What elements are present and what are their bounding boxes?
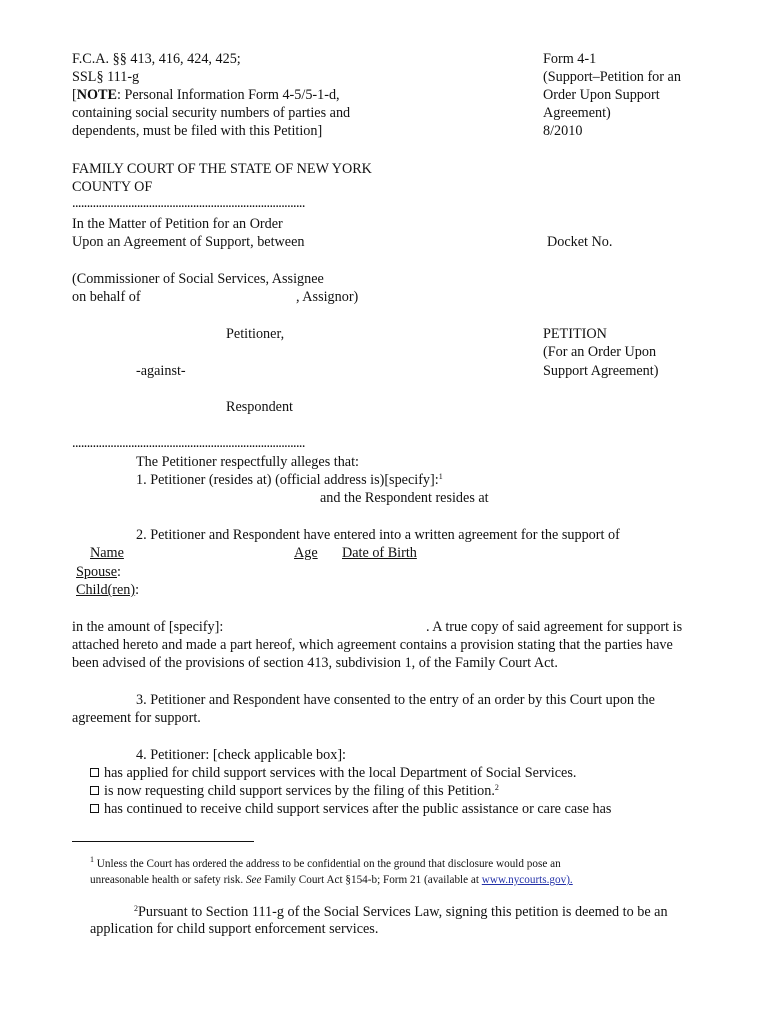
option-applied: has applied for child support services with the local Department of Social Services.: [90, 764, 576, 782]
checkbox-requesting[interactable]: [90, 786, 99, 795]
footnote-separator: [72, 841, 254, 842]
form-title-3: Agreement): [543, 105, 611, 121]
column-date-of-birth: Date of Birth: [342, 545, 417, 561]
commissioner-line-2-b: , Assignor): [296, 289, 359, 305]
note-text: Personal Information Form 4-5/5-1-d,: [124, 87, 340, 103]
statute-citation-ssl: SSL§ 111-g: [72, 69, 140, 85]
form-title-1: (Support–Petition for an: [543, 69, 681, 85]
caption-dotted-line-top: ...............................................................................: [72, 195, 305, 211]
column-age: Age: [294, 545, 318, 561]
footnote-1: $^1$ Unless the Court has ordered the address to be confidential on the ground that disclosure would pose an: [90, 855, 561, 870]
paragraph-4: 4. Petitioner: [check applicable box]:: [136, 747, 346, 763]
spouse-label: Spouse:: [76, 564, 121, 580]
docket-number-label: Docket No.: [547, 234, 613, 250]
paragraph-1: 1. Petitioner (resides at) (official address is)[specify]:$^1$: [136, 472, 443, 488]
checkbox-applied[interactable]: [90, 768, 99, 777]
footnote-2: $^2$Pursuant to Section 111-g of the Social Services Law, signing this petition is deemed to be an: [134, 904, 668, 920]
petition-subtitle-2: Support Agreement): [543, 363, 659, 379]
matter-line-2: Upon an Agreement of Support, between: [72, 234, 305, 250]
note-text-3: dependents, must be filed with this Petition]: [72, 123, 323, 139]
amount-line-2: attached hereto and made a part hereof, which agreement contains a provision stating that the parties have: [72, 637, 673, 653]
respondent-label: Respondent: [226, 399, 293, 415]
caption-dotted-line-bottom: ...............................................................................: [72, 435, 305, 451]
paragraph-3-line-2: agreement for support.: [72, 710, 201, 726]
form-date: 8/2010: [543, 123, 583, 139]
amount-label: in the amount of [specify]:: [72, 619, 224, 635]
note-line: [NOTE: Personal Information Form 4-5/5-1-d,: [72, 87, 340, 103]
paragraph-1-respondent: and the Respondent resides at: [320, 490, 489, 506]
note-label: NOTE: [76, 87, 117, 103]
against-label: -against-: [136, 363, 186, 379]
commissioner-line-2-a: on behalf of: [72, 289, 141, 305]
footnote-1-line-2: unreasonable health or safety risk. See Family Court Act §154-b; Form 21 (available at www.nycourts.gov).: [90, 874, 573, 886]
petitioner-label: Petitioner,: [226, 326, 285, 342]
petition-subtitle-1: (For an Order Upon: [543, 344, 657, 360]
footnote-2-mark: 2: [134, 904, 138, 913]
form-number: Form 4-1: [543, 51, 597, 67]
petition-title: PETITION: [543, 326, 607, 342]
statute-citation: F.C.A. §§ 413, 416, 424, 425;: [72, 51, 241, 67]
footnote-2-line-2: application for child support enforcement services.: [90, 921, 379, 937]
amount-line-3: been advised of the provisions of section 413, subdivision 1, of the Family Court Act.: [72, 655, 558, 671]
court-name: FAMILY COURT OF THE STATE OF NEW YORK: [72, 161, 372, 177]
option-requesting: is now requesting child support services by the filing of this Petition.$^2$: [90, 782, 499, 800]
form-title-2: Order Upon Support: [543, 87, 660, 103]
commissioner-line-1: (Commissioner of Social Services, Assignee: [72, 271, 324, 287]
alleges-intro: The Petitioner respectfully alleges that:: [136, 454, 359, 470]
footnote-1-mark: 1: [90, 855, 94, 864]
county-label: COUNTY OF: [72, 179, 153, 195]
note-text-2: containing social security numbers of parties and: [72, 105, 351, 121]
footnote-ref-1: 1: [438, 472, 443, 481]
column-name: Name: [90, 545, 124, 561]
note-bracket: [: [72, 87, 77, 103]
paragraph-2: 2. Petitioner and Respondent have entered into a written agreement for the support of: [136, 527, 620, 543]
children-label: Child(ren):: [76, 582, 140, 598]
matter-line-1: In the Matter of Petition for an Order: [72, 216, 283, 232]
option-continued: has continued to receive child support services after the public assistance or care case has: [90, 800, 611, 818]
footnote-ref-2: 2: [494, 783, 499, 792]
nycourts-link[interactable]: www.nycourts.gov).: [481, 874, 573, 886]
checkbox-continued[interactable]: [90, 804, 99, 813]
paragraph-3: 3. Petitioner and Respondent have consented to the entry of an order by this Court upon the: [136, 692, 655, 708]
amount-continuation: . A true copy of said agreement for support is: [426, 619, 683, 635]
